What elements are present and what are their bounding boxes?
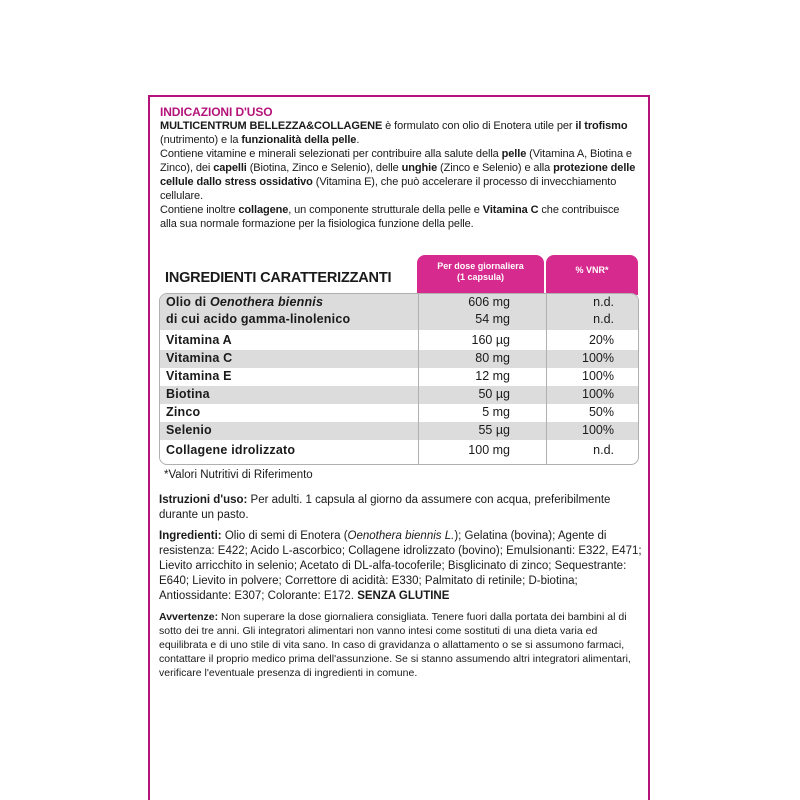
ingredients-table [159, 255, 639, 465]
ingredient-name-text: Collagene idrolizzato [166, 443, 296, 457]
header-vnr: % VNR* [546, 255, 638, 295]
ingredient-name-text: Vitamina A [166, 333, 232, 347]
ingredient-dose: 606 mg [468, 295, 510, 309]
text-run: (Zinco e Selenio) e alla [437, 162, 554, 174]
text-run: , un componente strutturale della pelle e [288, 204, 483, 216]
product-label-panel [148, 95, 650, 800]
ingredients-paragraph [159, 529, 643, 604]
ingredient-dose: 12 mg [475, 369, 510, 383]
ingredients-text-a: Olio di semi di Enotera ( [221, 530, 348, 542]
ingredient-name [166, 405, 200, 419]
ingredient-dose: 80 mg [475, 351, 510, 365]
ingredient-dose: 55 µg [478, 423, 510, 437]
table-footnote: *Valori Nutritivi di Riferimento [164, 469, 313, 481]
header-daily-dose [417, 255, 544, 295]
ingredient-name [166, 369, 232, 383]
usage-section [160, 105, 638, 231]
ingredient-vnr: 100% [582, 351, 614, 365]
text-run: (Biotina, Zinco e Selenio), delle [246, 162, 402, 174]
table-row [160, 369, 638, 386]
ingredient-vnr: 20% [588, 333, 614, 347]
ingredient-vnr: n.d. [593, 295, 614, 309]
ingredient-dose: 100 mg [468, 443, 510, 457]
table-row [160, 405, 638, 422]
usage-paragraph-2 [160, 147, 638, 203]
ingredients-text-b: ); Gelatina (bovina); Agente di resistenza: E422; Acido L-ascorbico; Collagene idrolizzato (bovino); Emulsionanti: E322, E471; Lievito arricchito in selenio; Acetato di DL-alfa-tocoferile; Bisglicinato di zinco; Sequestrante: E640; Lievito in polvere; Correttore di acidità: E330; Palmitato di retinile; D-biotina; Antiossidante: E307; Colorante: E172. [159, 530, 642, 602]
instructions-paragraph [159, 493, 643, 523]
text-run: . [356, 134, 360, 146]
ingredients-label: Ingredienti: [159, 530, 222, 542]
bold-text-run: collagene [238, 204, 289, 216]
ingredient-dose: 50 µg [478, 387, 510, 401]
ingredient-name-text: Vitamina C [166, 351, 233, 365]
bold-text-run: capelli [213, 162, 247, 174]
ingredient-name [166, 351, 232, 365]
ingredient-name [166, 387, 210, 401]
bold-text-run: unghie [401, 162, 438, 174]
instructions-text: Per adulti. 1 capsula al giorno da assumere con acqua, preferibilmente durante un pasto. [159, 494, 611, 521]
ingredients-text-italic: Oenothera biennis L. [347, 530, 455, 542]
table-row [160, 423, 638, 440]
table-row [160, 333, 638, 350]
text-run: Contiene inoltre [160, 204, 239, 216]
usage-paragraph-1 [160, 119, 638, 147]
table-row [160, 443, 638, 460]
ingredient-name [166, 295, 323, 309]
ingredient-name [166, 423, 212, 437]
text-run: (Vitamina E), che può accelerare il processo di invecchiamento cellulare. [160, 176, 617, 202]
ingredient-name-text: Biotina [166, 387, 210, 401]
warnings-paragraph [159, 610, 643, 680]
table-body [159, 293, 639, 465]
instructions-label: Istruzioni d'uso: [159, 494, 248, 506]
ingredient-name-italic: Oenothera biennis [209, 295, 324, 309]
usage-heading: INDICAZIONI D'USO [160, 105, 273, 119]
bold-text-run: pelle [501, 148, 527, 160]
table-title: INGREDIENTI CARATTERIZZANTI [165, 270, 392, 286]
text-run: (nutrimento) e la [160, 134, 242, 146]
header-daily-dose-line2: (1 capsula) [456, 272, 505, 282]
ingredient-vnr: n.d. [593, 443, 614, 457]
ingredient-vnr: n.d. [593, 312, 614, 326]
ingredient-name-text: Vitamina E [166, 369, 232, 383]
text-run: Contiene vitamine e minerali selezionati per contribuire alla salute della [160, 148, 502, 160]
header-daily-dose-line1: Per dose giornaliera [437, 261, 524, 271]
bold-text-run: il trofismo [575, 120, 628, 132]
ingredient-name-text: Selenio [166, 423, 212, 437]
bold-text-run: Vitamina C [482, 204, 539, 216]
bold-text-run: MULTICENTRUM BELLEZZA&COLLAGENE [160, 120, 383, 132]
ingredient-vnr: 100% [582, 369, 614, 383]
table-row [160, 351, 638, 368]
table-row [160, 312, 638, 329]
ingredient-dose: 5 mg [482, 405, 510, 419]
text-run: (Vitamina A, Biotina e Zinco), dei [160, 148, 632, 174]
bold-text-run: protezione delle cellule dallo stress ossidativo [160, 162, 636, 188]
ingredient-dose: 160 µg [471, 333, 510, 347]
text-run: è formulato con olio di Enotera utile per [382, 120, 576, 132]
ingredient-name-text: Zinco [166, 405, 201, 419]
ingredient-name-text: Olio di [166, 295, 210, 309]
warnings-label: Avvertenze: [159, 611, 219, 623]
gluten-free-label: SENZA GLUTINE [357, 590, 450, 602]
ingredient-name-text: di cui acido gamma-linolenico [166, 312, 351, 326]
table-row [160, 295, 638, 312]
bold-text-run: funzionalità della pelle [241, 134, 357, 146]
ingredient-vnr: 100% [582, 423, 614, 437]
ingredient-vnr: 100% [582, 387, 614, 401]
warnings-text: Non superare la dose giornaliera consigliata. Tenere fuori dalla portata dei bambini al di sotto dei tre anni. Gli integratori alimentari non vanno intesi come sostituti di una dieta varia ed equilibrata e di uno stile di vita sano. In caso di gravidanza o allattamento o se si assumono farmaci, contattare il proprio medico prima dell'assunzione. Se si stanno assumendo altri integratori alimentari, verificare l'eventuale presenza di ingredienti in comune. [159, 611, 631, 679]
ingredient-name [166, 333, 232, 347]
ingredient-vnr: 50% [588, 405, 614, 419]
ingredient-name [166, 443, 295, 457]
ingredient-dose: 54 mg [475, 312, 510, 326]
lower-section [159, 493, 643, 680]
table-row [160, 387, 638, 404]
usage-paragraph-3 [160, 203, 638, 231]
text-run: che contribuisce alla sua normale formazione per la fisiologica funzione della pelle. [160, 204, 620, 230]
ingredient-name [166, 312, 350, 326]
